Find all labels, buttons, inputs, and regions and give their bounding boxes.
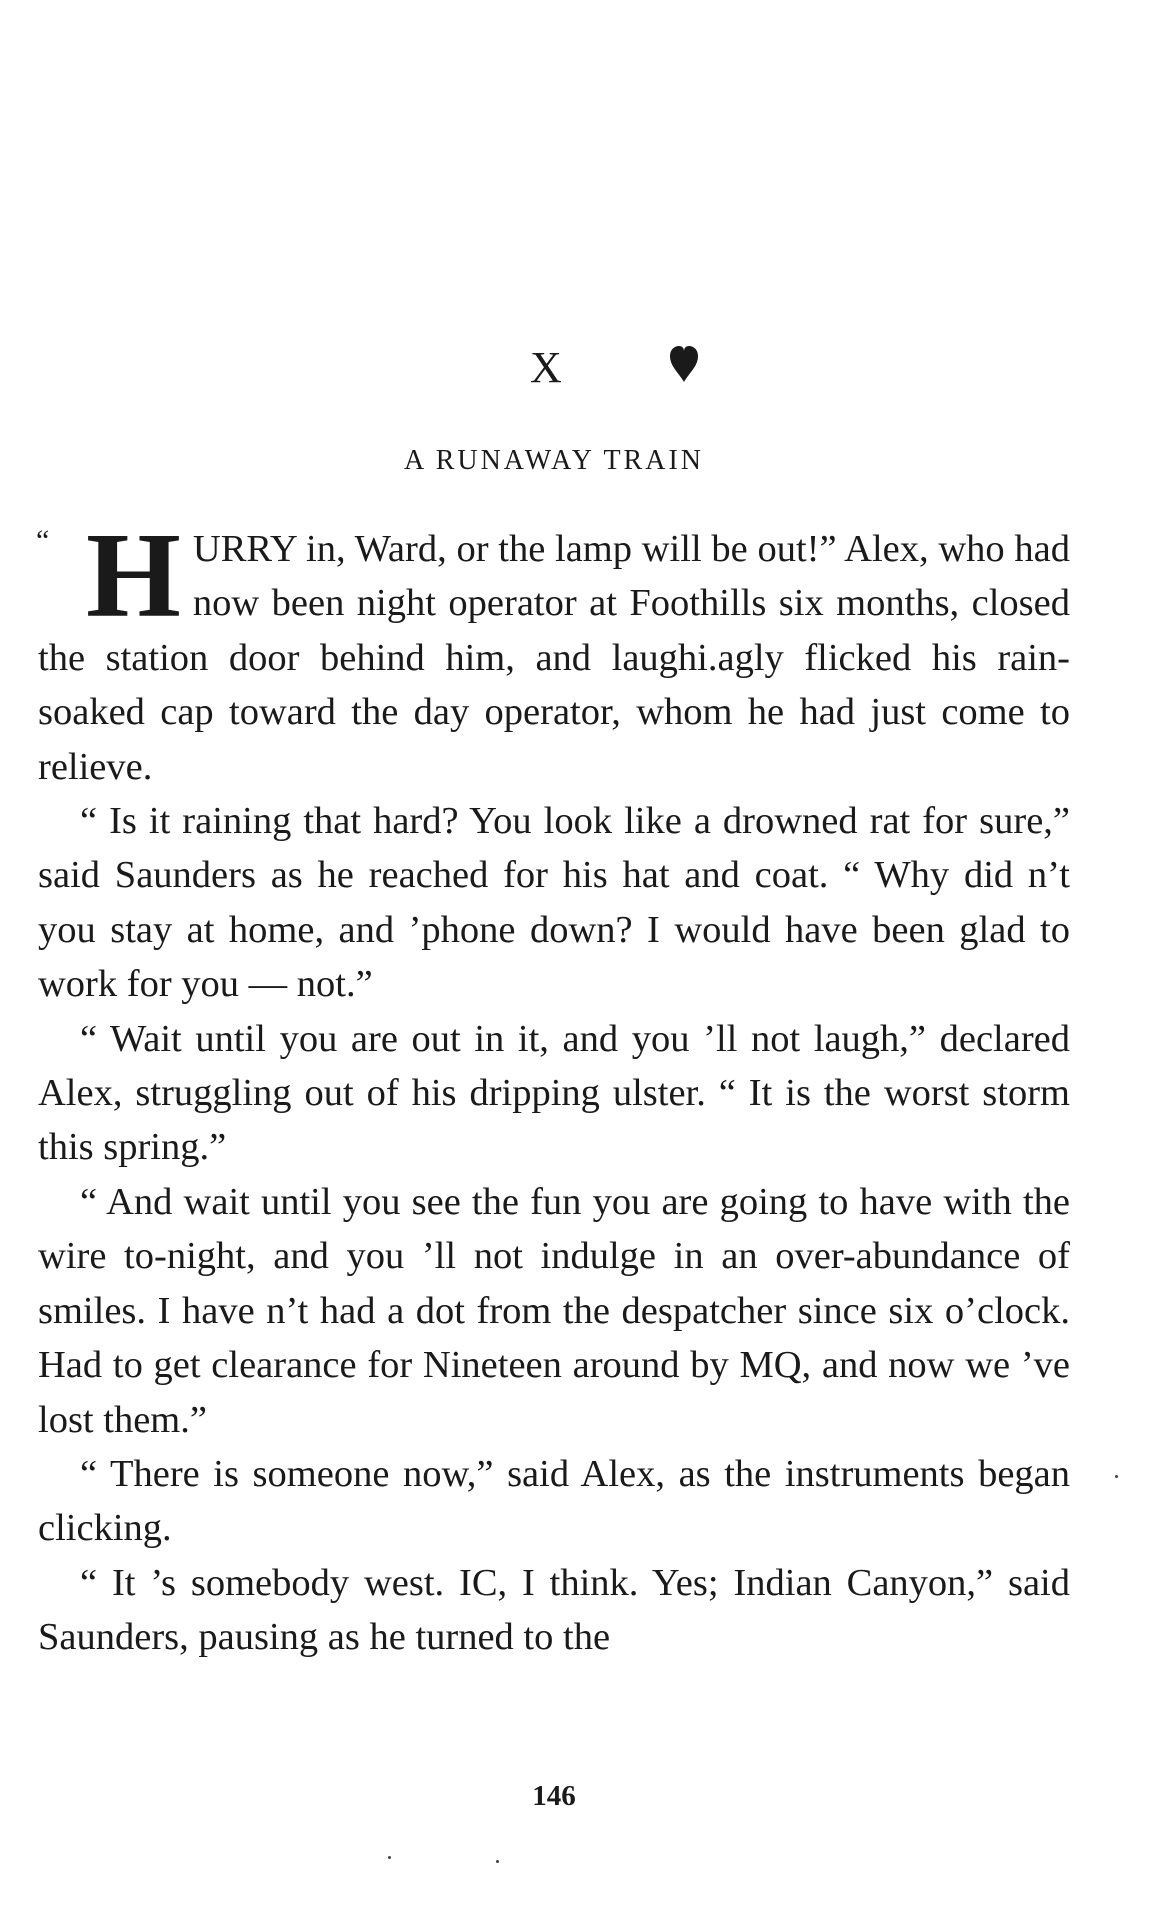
paragraph xyxy=(36,508,1070,794)
paragraph-text: URRY in, Ward, or the lamp will be out!” Alex, who had now been night operator at Foothills six months, closed the station door behind him, and laughi.agly flicked his rain-soaked cap toward the day operator, whom he had just come to relieve. xyxy=(38,528,1070,788)
paragraph: “ It ’s somebody west. IC, I think. Yes; Indian Canyon,” said Saunders, pausing as he turned to the xyxy=(38,1561,1070,1659)
opening-quote: “ xyxy=(36,524,50,557)
paragraph: “ Wait until you are out in it, and you ’ll not laugh,” declared Alex, struggling out of his dripping ulster. “ It is the worst storm this spring.” xyxy=(38,1017,1070,1169)
chapter-number: X xyxy=(530,343,564,392)
scan-speck xyxy=(496,1860,499,1863)
drop-cap: H xyxy=(86,508,181,643)
chapter-heading xyxy=(0,338,1158,398)
scan-speck xyxy=(388,1856,391,1859)
page-number: 146 xyxy=(532,1780,576,1812)
chapter-text xyxy=(36,508,1070,1665)
paragraph: “ Is it raining that hard? You look like a drowned rat for sure,” said Saunders as he reached for his hat and coat. “ Why did n’t you stay at home, and ’phone down? I would have been glad to work for you — not.” xyxy=(38,800,1070,1006)
heart-icon xyxy=(668,344,700,384)
paragraph: “ And wait until you see the fun you are going to have with the wire to-night, and you ’ll not indulge in an over-abundance of smiles. I have n’t had a dot from the despatcher since six o’clock. Had to get clearance for Nineteen around by MQ, and now we ’ve lost them.” xyxy=(38,1180,1070,1441)
scan-speck xyxy=(1115,1475,1118,1478)
paragraph: “ There is someone now,” said Alex, as the instruments began clicking. xyxy=(38,1452,1070,1550)
chapter-title: A RUNAWAY TRAIN xyxy=(404,445,704,476)
